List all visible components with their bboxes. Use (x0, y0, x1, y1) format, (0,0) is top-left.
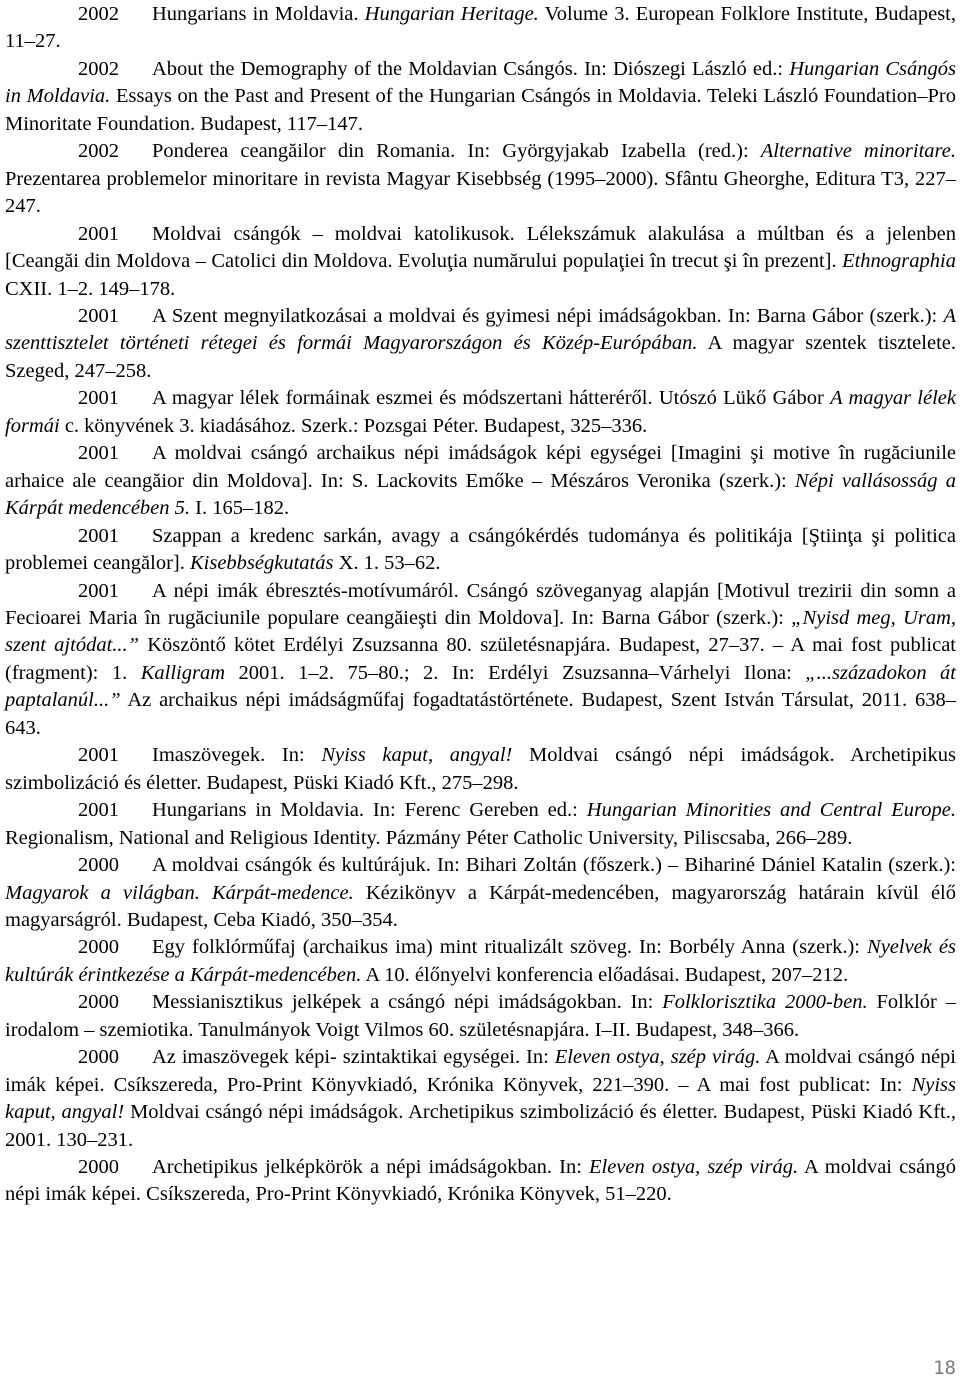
reference-text: c. könyvének 3. kiadásához. Szerk.: Pozsgai Péter. Budapest, 325–336. (59, 414, 648, 437)
reference-title-italic: Hungarian Csángós in Moldavia. (5, 57, 956, 108)
reference-year: 2001 (78, 304, 119, 327)
reference-text: Moldvai csángók – moldvai katolikusok. Lélekszámuk alakulása a múltban és a jelenben [Ceangăi din Moldova – Catolici din Moldova. Evoluţia numărului populaţiei în trecut şi în prezent]. (5, 222, 956, 273)
reference-year: 2002 (78, 3, 119, 25)
reference-text: Hungarians in Moldavia. (152, 3, 365, 25)
reference-text: A moldvai csángó archaikus népi imádságok képi egységei [Imagini şi motive în rugăciunile arhaice ale ceangăior din Moldova]. In: S. Lackovits Emőke – Mészáros Veronika (szerk.): (5, 442, 956, 492)
reference-text: A moldvai csángók és kultúrájuk. In: Bihari Zoltán (főszerk.) – Bihariné Dániel Katalin (szerk.): (152, 854, 956, 877)
reference-year: 2000 (78, 1046, 119, 1069)
reference-year: 2000 (78, 936, 119, 959)
reference-title-italic: Hungarian Minorities and Central Europe. (586, 799, 956, 822)
reference-text: Prezentarea problemelor minoritare in revista Magyar Kisebbség (1995–2000). Sfântu Gheorghe, Editura T3, 227–247. (5, 167, 956, 218)
reference-entry (5, 578, 956, 743)
reference-entry (5, 303, 956, 385)
reference-title-italic: „Nyisd meg, Uram, szent ajtódat...” (5, 606, 956, 657)
reference-title-italic: Magyarok a világban. Kárpát-medence. (5, 881, 354, 904)
reference-text: Köszöntő kötet Erdélyi Zsuzsanna 80. születésnapjára. Budapest, 27–37. – A mai fost publicat (fragment): 1. (5, 634, 956, 684)
reference-text: Egy folklórműfaj (archaikus ima) mint ritualizált szöveg. In: Borbély Anna (szerk.): (152, 936, 868, 959)
reference-year: 2000 (78, 991, 119, 1014)
reference-text: Folklór – irodalom – szemiotika. Tanulmányok Voigt Vilmos 60. születésnapjára. I–II. Budapest, 348–366. (5, 991, 956, 1041)
reference-year: 2001 (78, 799, 119, 822)
reference-entry (5, 56, 956, 138)
reference-text: Az archaikus népi imádságműfaj fogadtatástörténete. Budapest, Szent István Társulat, 2011. 638–643. (5, 689, 956, 739)
reference-text: 2001. 1–2. 75–80.; 2. In: Erdélyi Zsuzsanna–Várhelyi Ilona: (225, 661, 806, 684)
reference-entry (5, 1, 956, 56)
reference-entry (5, 1154, 956, 1209)
reference-entry (5, 989, 956, 1044)
reference-year: 2001 (78, 222, 119, 245)
reference-text: Kézikönyv a Kárpát-medencében, magyarország határain kívül élő magyarságról. Budapest, Ceba Kiadó, 350–354. (5, 881, 956, 931)
reference-title-italic: Népi vallásosság a Kárpát medencében 5. (5, 469, 956, 520)
reference-text: I. 165–182. (190, 497, 290, 520)
reference-title-italic: „...századokon át paptalanúl...” (5, 661, 957, 712)
reference-title-italic: Kisebbségkutatás (189, 552, 334, 575)
reference-year: 2001 (78, 524, 119, 547)
reference-year: 2002 (78, 140, 119, 163)
reference-text: A népi imák ébresztés-motívumáról. Csángó szöveganyag alapján [Motivul trezirii din somn a Fecioarei Maria în rugăciunile populare ceangăieşti din Moldova]. In: Barna Gábor (szerk.): (5, 579, 956, 629)
reference-text: CXII. 1–2. 149–178. (5, 277, 176, 300)
reference-year: 2000 (78, 1156, 119, 1179)
reference-text: A moldvai csángó népi imák képei. Csíkszereda, Pro-Print Könyvkiadó, Krónika Könyvek, 51–220. (5, 1156, 957, 1206)
reference-text: Regionalism, National and Religious Identity. Pázmány Péter Catholic University, Piliscsaba, 266–289. (5, 826, 853, 849)
reference-text: Volume 3. European Folklore Institute, Budapest, 11–27. (5, 3, 956, 53)
reference-text: A magyar szentek tisztelete. Szeged, 247–258. (5, 332, 956, 382)
reference-title-italic: Ethnographia (842, 250, 956, 273)
reference-entry (5, 385, 956, 440)
reference-text: A magyar lélek formáinak eszmei és módszertani hátteréről. Utószó Lükő Gábor (152, 387, 831, 410)
reference-title-italic: Hungarian Heritage. (364, 3, 539, 25)
reference-title-italic: Nyiss kaput, angyal! (321, 744, 513, 767)
reference-text: Moldvai csángó népi imádságok. Archetipikus szimbolizáció és életter. Budapest, Püski Kiadó Kft., 2001. 130–231. (5, 1101, 956, 1151)
reference-title-italic: Nyelvek és kultúrák érintkezése a Kárpát-medencében. (5, 936, 956, 986)
reference-year: 2001 (78, 744, 119, 767)
reference-text: A moldvai csángó népi imák képei. Csíkszereda, Pro-Print Könyvkiadó, Krónika Könyvek, 221–390. – A mai fost publicat: In: (5, 1046, 956, 1096)
reference-text: A Szent megnyilatkozásai a moldvai és gyimesi népi imádságokban. In: Barna Gábor (szerk.): (152, 304, 944, 327)
reference-text: Messianisztikus jelképek a csángó népi imádságokban. In: (152, 991, 663, 1014)
reference-text: Essays on the Past and Present of the Hungarian Csángós in Moldavia. Teleki László Foundation–Pro Minoritate Foundation. Budapest, 117–147. (5, 85, 956, 135)
reference-entry (5, 138, 956, 220)
reference-list (5, 0, 956, 1209)
reference-text: About the Demography of the Moldavian Csángós. In: Diószegi László ed.: (152, 57, 790, 80)
reference-entry (5, 852, 956, 934)
reference-year: 2001 (78, 442, 119, 465)
reference-entry (5, 440, 956, 522)
reference-title-italic: Nyiss kaput, angyal! (5, 1073, 956, 1124)
reference-year: 2001 (78, 579, 119, 602)
reference-entry (5, 797, 956, 852)
page-number: 18 (933, 1357, 956, 1379)
reference-year: 2000 (78, 854, 119, 877)
reference-entry (5, 1044, 956, 1154)
reference-title-italic: Eleven ostya, szép virág. (589, 1156, 799, 1179)
reference-entry (5, 742, 956, 797)
reference-text: Archetipikus jelképkörök a népi imádságokban. In: (152, 1156, 589, 1179)
reference-year: 2001 (78, 387, 119, 410)
reference-entry (5, 934, 956, 989)
reference-entry (5, 221, 956, 303)
reference-text: Moldvai csángó népi imádságok. Archetipikus szimbolizáció és életter. Budapest, Püski Kiadó Kft., 275–298. (5, 744, 956, 794)
reference-title-italic: Eleven ostya, szép virág. (554, 1046, 761, 1069)
reference-title-italic: A szenttisztelet történeti rétegei és formái Magyarországon és Közép-Európában. (5, 304, 956, 355)
reference-text: A 10. élőnyelvi konferencia előadásai. Budapest, 207–212. (361, 963, 849, 986)
reference-text: Imaszövegek. In: (152, 744, 322, 767)
reference-title-italic: Kalligram (140, 661, 225, 684)
reference-text: Az imaszövegek képi- szintaktikai egységei. In: (152, 1046, 555, 1069)
reference-text: Szappan a kredenc sarkán, avagy a csángókérdés tudománya és politikája [Ştiinţa şi politica problemei ceangălor]. (5, 524, 956, 575)
reference-title-italic: A magyar lélek formái (5, 387, 956, 437)
reference-title-italic: Folklorisztika 2000-ben. (662, 991, 868, 1014)
reference-title-italic: Alternative minoritare. (760, 140, 956, 163)
reference-text: Hungarians in Moldavia. In: Ferenc Gereben ed.: (152, 799, 587, 822)
reference-text: Ponderea ceangăilor din Romania. In: Györgyjakab Izabella (red.): (152, 140, 761, 163)
reference-year: 2002 (78, 57, 119, 80)
reference-entry (5, 523, 956, 578)
reference-text: X. 1. 53–62. (333, 552, 441, 575)
